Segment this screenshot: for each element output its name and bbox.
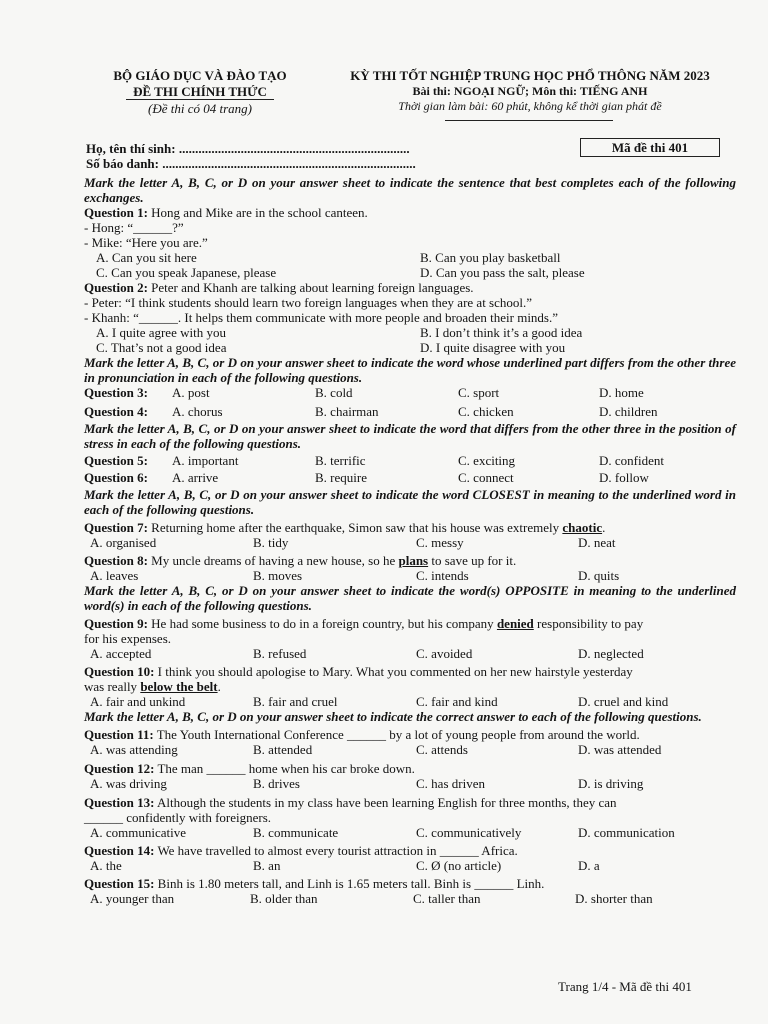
option-c[interactable]: C. Can you speak Japanese, please [96,265,277,280]
option-b[interactable]: B. chairman [315,404,379,419]
question-stem: Returning home after the earthquake, Simon saw that his house was extremely [151,520,560,535]
option-a[interactable]: A. was attending [90,742,178,757]
instruction-opposite: Mark the letter A, B, C, or D on your answer sheet to indicate the word(s) OPPOSITE in meaning to the underlined word(s) in each of the following questions. [84,583,736,613]
exam-body [84,175,736,906]
instruction-pronunciation: Mark the letter A, B, C, or D on your answer sheet to indicate the word whose underlined part differs from the other three in pronunciation in each of the following questions. [84,355,736,385]
candidate-name-field: Họ, tên thí sinh: ....................................................................... [86,141,410,156]
exam-subject: Bài thi: NGOẠI NGỮ; Môn thi: TIẾNG ANH [412,84,648,98]
question-13 [84,795,736,840]
question-label: Question 15: [84,876,155,891]
question-stem: My uncle dreams of having a new house, so he [151,553,396,568]
instruction-correct-answer: Mark the letter A, B, C, or D on your answer sheet to indicate the correct answer to each of the following questions. [84,709,702,724]
option-c[interactable]: C. chicken [458,404,514,419]
option-a[interactable]: A. fair and unkind [90,694,186,709]
question-10 [84,664,736,709]
question-stem: He had some business to do in a foreign country, but his company [151,616,494,631]
question-11 [84,727,736,757]
question-label: Question 6: [84,470,148,485]
question-label: Question 11: [84,727,154,742]
question-15 [84,876,736,906]
question-label: Question 12: [84,761,155,776]
question-stem: Binh is 1.80 meters tall, and Linh is 1.65 meters tall. Binh is ______ Linh. [157,876,545,891]
question-label: Question 4: [84,404,148,419]
option-c[interactable]: C. has driven [416,776,485,791]
option-b[interactable]: B. an [253,858,281,873]
header-rule-left [126,99,274,100]
option-d[interactable]: D. home [599,385,644,400]
option-c[interactable]: C. intends [416,568,469,583]
option-d[interactable]: D. communication [578,825,675,840]
question-stem: Peter and Khanh are talking about learning foreign languages. [151,280,474,295]
option-d[interactable]: D. neat [578,535,616,550]
option-b[interactable]: B. terrific [315,453,366,468]
question-label: Question 10: [84,664,155,679]
option-a[interactable]: A. accepted [90,646,152,661]
question-label: Question 5: [84,453,148,468]
page-footer: Trang 1/4 - Mã đề thi 401 [558,979,692,994]
option-a[interactable]: A. important [172,453,239,468]
underlined-phrase: below the belt [140,679,218,694]
stem-end: . [602,520,606,535]
pages-note: (Đề thi có 04 trang) [148,101,252,116]
option-d[interactable]: D. was attended [578,742,662,757]
question-2 [84,280,736,355]
option-b[interactable]: B. refused [253,646,307,661]
option-c[interactable]: C. Ø (no article) [416,858,502,873]
question-stem: The man ______ home when his car broke down. [157,761,415,776]
option-d[interactable]: D. follow [599,470,649,485]
instruction-closest: Mark the letter A, B, C, or D on your answer sheet to indicate the word CLOSEST in meaning to the underlined word in each of the following questions. [84,487,736,517]
time-note: Thời gian làm bài: 60 phút, không kể thời gian phát đề [398,99,662,113]
dialogue-line: - Khanh: “______. It helps them communicate with more people and broaden their minds.” [84,310,559,325]
question-stem-continued: for his expenses. [84,631,172,646]
option-b[interactable]: B. drives [253,776,300,791]
option-c[interactable]: C. attends [416,742,468,757]
option-a[interactable]: A. leaves [90,568,139,583]
option-c[interactable]: C. fair and kind [416,694,498,709]
question-stem: Hong and Mike are in the school canteen. [151,205,368,220]
question-label: Question 1: [84,205,148,220]
option-d[interactable]: D. neglected [578,646,644,661]
stem-end: to save up for it. [431,553,517,568]
option-a[interactable]: A. younger than [90,891,175,906]
stem-end: responsibility to pay [537,616,644,631]
option-c[interactable]: C. taller than [413,891,481,906]
option-c[interactable]: C. communicatively [416,825,522,840]
question-stem: We have travelled to almost every tourist attraction in ______ Africa. [157,843,518,858]
option-b[interactable]: B. I don’t think it’s a good idea [420,325,583,340]
exam-code-box: Mã đề thi 401 [580,138,720,157]
option-a[interactable]: A. arrive [172,470,219,485]
question-stem: The Youth International Conference ______ by a lot of young people from around the world. [156,727,640,742]
stem-end: . [217,679,221,694]
question-stem-continued: ______ confidently with foreigners. [84,810,272,825]
option-b[interactable]: B. cold [315,385,353,400]
option-d[interactable]: D. children [599,404,658,419]
option-d[interactable]: D. quits [578,568,620,583]
question-stem: Although the students in my class have been learning English for three months, they can [156,795,617,810]
instruction-stress: Mark the letter A, B, C, or D on your answer sheet to indicate the word that differs from the other three in the position of stress in each of the following questions. [84,421,736,451]
option-a[interactable]: A. I quite agree with you [96,325,226,340]
option-c[interactable]: C. That’s not a good idea [96,340,227,355]
question-label: Question 13: [84,795,155,810]
option-d[interactable]: D. confident [599,453,664,468]
option-b[interactable]: B. Can you play basketball [420,250,561,265]
official-exam-label: ĐỀ THI CHÍNH THỨC [133,84,267,99]
option-c[interactable]: C. sport [458,385,500,400]
option-b[interactable]: B. moves [253,568,303,583]
underlined-word: chaotic [562,520,603,535]
dialogue-line: - Peter: “I think students should learn two foreign languages when they are at school.” [84,295,533,310]
question-1 [84,205,736,280]
question-label: Question 9: [84,616,148,631]
question-stem-continued: was really [84,679,138,694]
option-d[interactable]: D. Can you pass the salt, please [420,265,585,280]
question-7 [84,520,736,550]
question-stem: I think you should apologise to Mary. What you commented on her new hairstyle yesterday [157,664,633,679]
option-d[interactable]: D. I quite disagree with you [420,340,566,355]
question-label: Question 2: [84,280,148,295]
option-b[interactable]: B. attended [253,742,313,757]
option-a[interactable]: A. was driving [90,776,167,791]
question-8 [84,553,736,583]
question-14 [84,843,736,873]
option-b[interactable]: B. communicate [253,825,339,840]
question-label: Question 14: [84,843,155,858]
question-label: Question 3: [84,385,148,400]
option-b[interactable]: B. older than [250,891,318,906]
option-d[interactable]: D. a [578,858,600,873]
option-a[interactable]: A. post [172,385,210,400]
option-a[interactable]: A. organised [90,535,157,550]
underlined-word: plans [398,553,429,568]
option-c[interactable]: C. connect [458,470,514,485]
option-b[interactable]: B. fair and cruel [253,694,338,709]
instruction-exchanges: Mark the letter A, B, C, or D on your answer sheet to indicate the sentence that best completes each of the following exchanges. [84,175,736,205]
dialogue-line: - Mike: “Here you are.” [84,235,208,250]
question-12 [84,761,736,791]
question-6 [84,470,736,487]
header-rule-right [445,120,613,121]
question-4 [84,404,736,421]
ministry-name: BỘ GIÁO DỤC VÀ ĐÀO TẠO [113,68,287,83]
option-a[interactable]: A. Can you sit here [96,250,197,265]
question-label: Question 8: [84,553,148,568]
option-c[interactable]: C. avoided [416,646,473,661]
question-9 [84,616,736,661]
option-a[interactable]: A. chorus [172,404,223,419]
option-a[interactable]: A. communicative [90,825,187,840]
question-label: Question 7: [84,520,148,535]
candidate-id-field: Số báo danh: .............................................................................. [86,156,416,171]
option-c[interactable]: C. messy [416,535,464,550]
underlined-word: denied [496,616,534,631]
option-b[interactable]: B. require [315,470,367,485]
dialogue-line: - Hong: “______?” [84,220,184,235]
question-3 [84,385,736,404]
option-d[interactable]: D. is driving [578,776,644,791]
option-c[interactable]: C. exciting [458,453,516,468]
exam-title: KỲ THI TỐT NGHIỆP TRUNG HỌC PHỔ THÔNG NĂM 2023 [350,68,710,83]
option-a[interactable]: A. the [90,858,122,873]
option-d[interactable]: D. cruel and kind [578,694,669,709]
option-b[interactable]: B. tidy [253,535,289,550]
option-d[interactable]: D. shorter than [575,891,653,906]
